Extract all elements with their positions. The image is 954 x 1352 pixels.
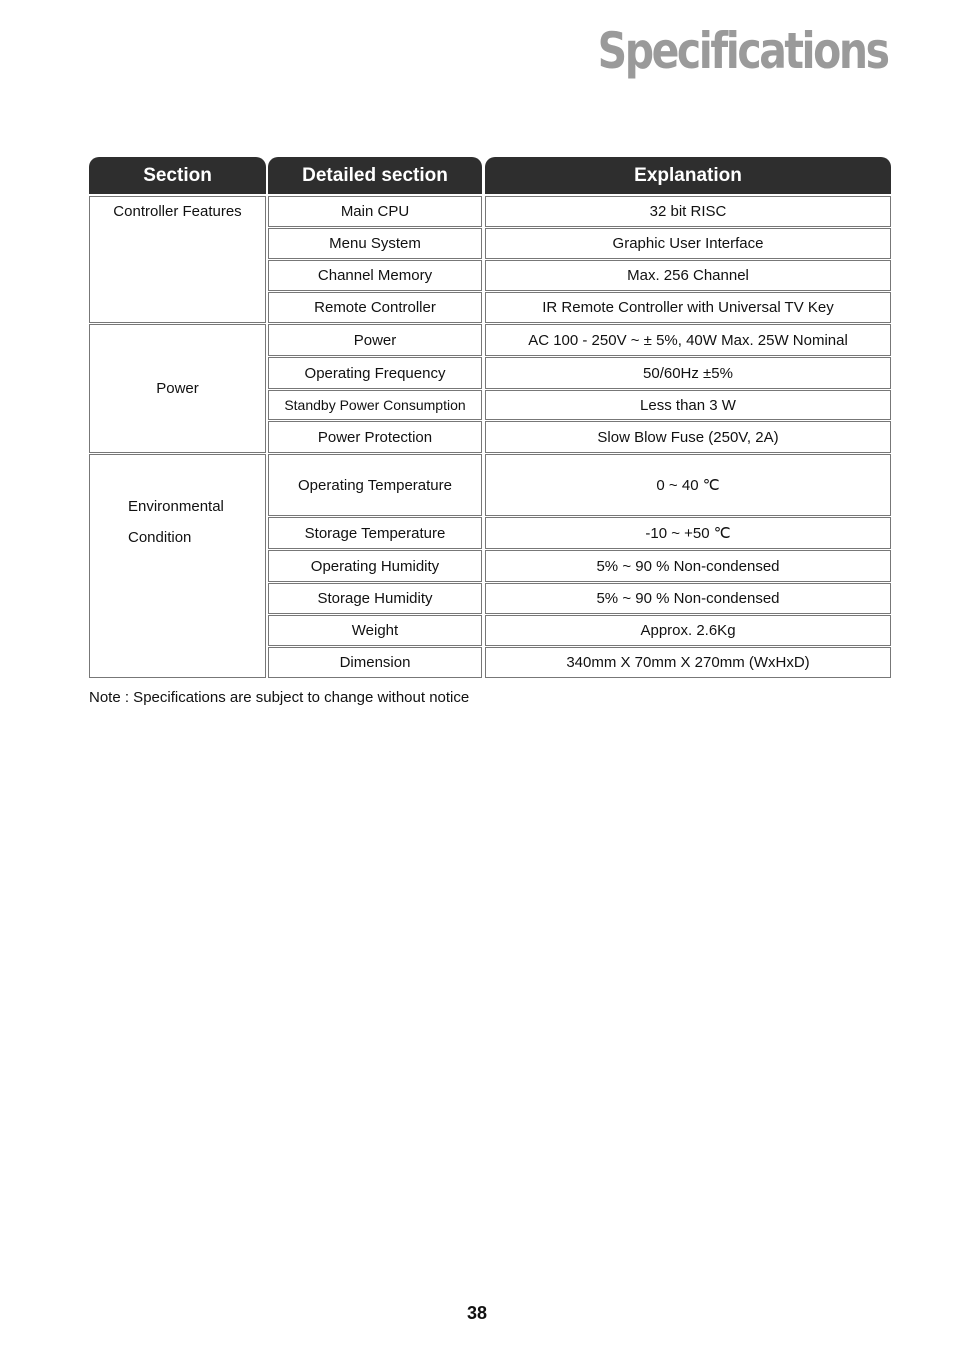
detail-cell: Weight <box>268 615 482 646</box>
header-detailed-section: Detailed section <box>268 157 482 194</box>
section-environmental-line2: Condition <box>128 529 192 546</box>
explanation-cell: 0 ~ 40 ℃ <box>485 454 891 516</box>
header-explanation: Explanation <box>485 157 891 194</box>
explanation-cell: Approx. 2.6Kg <box>485 615 891 646</box>
header-section: Section <box>89 157 266 194</box>
page-title: Specifications <box>598 22 888 80</box>
detail-cell: Storage Humidity <box>268 583 482 614</box>
detail-cell: Main CPU <box>268 196 482 227</box>
section-environmental-line1: Environmental <box>128 498 224 515</box>
section-power: Power <box>89 324 266 453</box>
explanation-cell: 50/60Hz ±5% <box>485 357 891 389</box>
detail-cell: Channel Memory <box>268 260 482 291</box>
detail-cell: Dimension <box>268 647 482 678</box>
explanation-cell: Less than 3 W <box>485 390 891 420</box>
detail-cell: Operating Frequency <box>268 357 482 389</box>
explanation-cell: 340mm X 70mm X 270mm (WxHxD) <box>485 647 891 678</box>
explanation-cell: AC 100 - 250V ~ ± 5%, 40W Max. 25W Nominal <box>485 324 891 356</box>
page-number: 38 <box>466 1303 488 1323</box>
detail-cell: Storage Temperature <box>268 517 482 549</box>
detail-cell: Operating Humidity <box>268 550 482 582</box>
detail-cell: Operating Temperature <box>268 454 482 516</box>
explanation-cell: -10 ~ +50 ℃ <box>485 517 891 549</box>
explanation-cell: 5% ~ 90 % Non-condensed <box>485 550 891 582</box>
explanation-cell: Slow Blow Fuse (250V, 2A) <box>485 421 891 453</box>
explanation-cell: 5% ~ 90 % Non-condensed <box>485 583 891 614</box>
detail-cell: Menu System <box>268 228 482 259</box>
detail-cell: Power <box>268 324 482 356</box>
explanation-cell: 32 bit RISC <box>485 196 891 227</box>
explanation-cell: Max. 256 Channel <box>485 260 891 291</box>
detail-cell: Remote Controller <box>268 292 482 323</box>
explanation-cell: IR Remote Controller with Universal TV Key <box>485 292 891 323</box>
detail-cell: Standby Power Consumption <box>268 390 482 420</box>
section-controller-features: Controller Features <box>89 196 266 323</box>
detail-cell: Power Protection <box>268 421 482 453</box>
specifications-note: Note : Specifications are subject to change without notice <box>89 689 470 706</box>
explanation-cell: Graphic User Interface <box>485 228 891 259</box>
section-environmental-condition <box>89 454 266 678</box>
